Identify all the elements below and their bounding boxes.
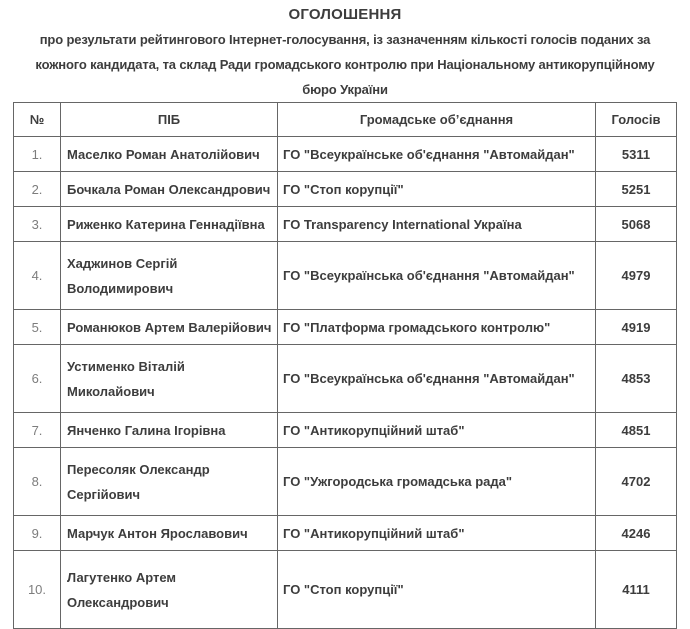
candidate-name-line: Бочкала Роман Олександрович	[67, 181, 271, 197]
candidate-name-line: Устименко Віталій	[67, 358, 185, 374]
column-header-name: ПІБ	[61, 103, 278, 137]
table-row	[14, 137, 677, 172]
votes: 4979	[596, 242, 677, 310]
candidate-name-line: Миколайович	[67, 383, 155, 399]
candidate-name-line: Володимирович	[67, 280, 174, 296]
candidate-name-line: Лагутенко Артем	[67, 569, 177, 585]
votes: 4246	[596, 516, 677, 551]
candidate-name-line: Пересоляк Олександр	[67, 461, 210, 477]
votes: 5311	[596, 137, 677, 172]
row-number: 9.	[14, 516, 61, 551]
table-row	[14, 413, 677, 448]
candidate-name	[61, 345, 278, 413]
candidate-name-line: Марчук Антон Ярославович	[67, 525, 248, 541]
candidate-name-line: Олександрович	[67, 594, 169, 610]
candidate-name-line: Риженко Катерина Геннадіївна	[67, 216, 265, 232]
organization: ГО "Антикорупційний штаб"	[278, 413, 596, 448]
table-row	[14, 551, 677, 629]
table-row	[14, 516, 677, 551]
table-row	[14, 310, 677, 345]
row-number: 3.	[14, 207, 61, 242]
row-number: 5.	[14, 310, 61, 345]
column-header-number: №	[14, 103, 61, 137]
candidate-name-line: Янченко Галина Ігорівна	[67, 422, 226, 438]
table-row	[14, 172, 677, 207]
row-number: 1.	[14, 137, 61, 172]
subtitle-line: кожного кандидата, та склад Ради громадського контролю при Національному антикорупційному	[35, 57, 655, 72]
organization: ГО "Стоп корупції"	[278, 172, 596, 207]
candidate-name	[61, 413, 278, 448]
candidate-name	[61, 207, 278, 242]
row-number: 7.	[14, 413, 61, 448]
candidate-name	[61, 516, 278, 551]
candidate-name-line: Сергійович	[67, 486, 141, 502]
candidate-name	[61, 137, 278, 172]
votes: 4702	[596, 448, 677, 516]
organization: ГО "Платформа громадського контролю"	[278, 310, 596, 345]
page-subtitle	[0, 23, 690, 102]
row-number: 4.	[14, 242, 61, 310]
organization: ГО "Всеукраїнське об'єднання "Автомайдан"	[278, 137, 596, 172]
table-row	[14, 448, 677, 516]
row-number: 2.	[14, 172, 61, 207]
candidate-name	[61, 172, 278, 207]
column-header-organization: Громадське об’єднання	[278, 103, 596, 137]
candidate-name-line: Маселко Роман Анатолійович	[67, 146, 260, 162]
organization: ГО Transparency International Україна	[278, 207, 596, 242]
subtitle-line: бюро України	[302, 82, 388, 97]
page-title: ОГОЛОШЕННЯ	[288, 6, 402, 23]
votes: 4851	[596, 413, 677, 448]
organization: ГО "Антикорупційний штаб"	[278, 516, 596, 551]
votes: 5068	[596, 207, 677, 242]
candidate-name-line: Хаджинов Сергій	[67, 255, 178, 271]
candidate-name	[61, 551, 278, 629]
candidate-name	[61, 310, 278, 345]
table-row	[14, 345, 677, 413]
voting-results-table	[13, 102, 677, 629]
candidate-name	[61, 242, 278, 310]
table-row	[14, 242, 677, 310]
table-header-row	[14, 103, 677, 137]
subtitle-line: про результати рейтингового Інтернет-голосування, із зазначенням кількості голосів поданих за	[39, 32, 651, 47]
column-header-votes: Голосів	[596, 103, 677, 137]
organization: ГО "Стоп корупції"	[278, 551, 596, 629]
organization: ГО "Всеукраїнська об'єднання "Автомайдан"	[278, 345, 596, 413]
organization: ГО "Всеукраїнська об'єднання "Автомайдан"	[278, 242, 596, 310]
candidate-name-line: Романюков Артем Валерійович	[67, 319, 272, 335]
row-number: 10.	[14, 551, 61, 629]
candidate-name	[61, 448, 278, 516]
votes: 5251	[596, 172, 677, 207]
row-number: 8.	[14, 448, 61, 516]
votes: 4919	[596, 310, 677, 345]
table-row	[14, 207, 677, 242]
votes: 4853	[596, 345, 677, 413]
votes: 4111	[596, 551, 677, 629]
organization: ГО "Ужгородська громадська рада"	[278, 448, 596, 516]
row-number: 6.	[14, 345, 61, 413]
